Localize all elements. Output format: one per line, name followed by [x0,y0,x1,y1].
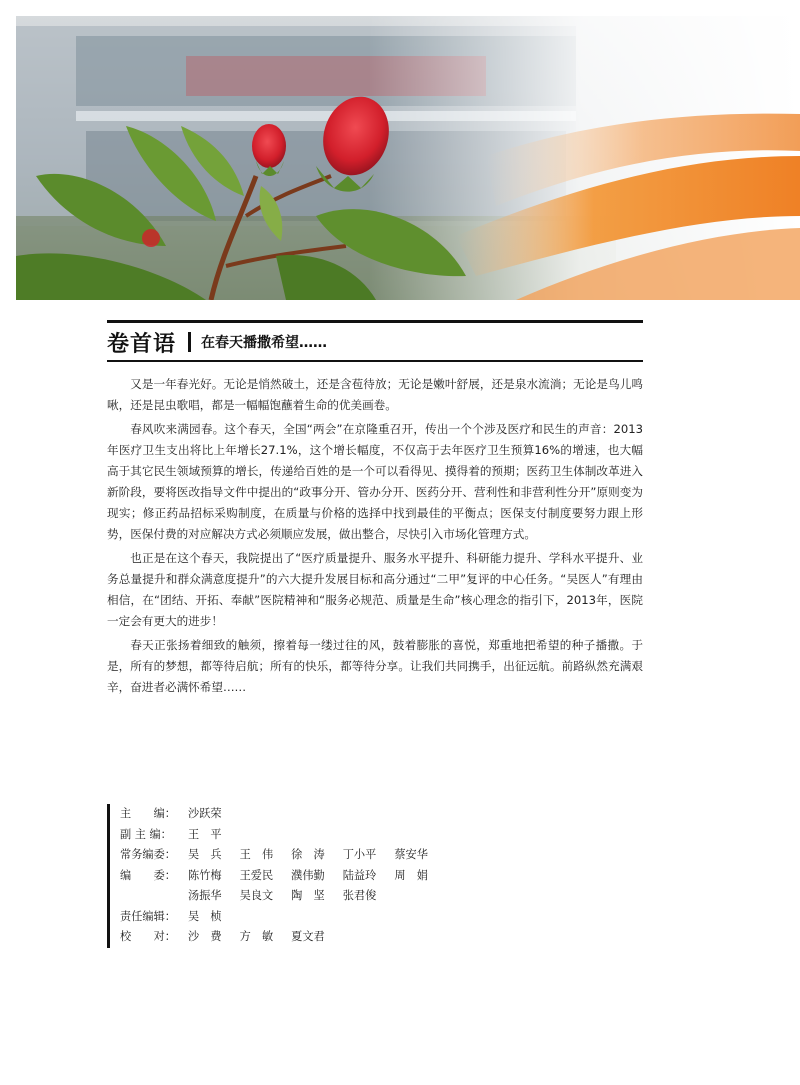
credit-label: 编 委： [120,868,176,882]
credit-label: 校 对： [120,930,176,943]
credit-row [120,866,520,887]
credit-row [120,886,520,907]
credit-name: 周 娟 [394,868,428,882]
hero-illustration [16,16,800,300]
heading-top-rule [107,320,643,323]
credit-name: 汤振华 [188,889,222,902]
credit-label: 副 主 编： [120,827,172,841]
heading-bottom-rule [107,360,643,362]
credit-name: 徐 涛 [291,848,325,861]
heading-title: 卷首语 [107,331,177,357]
credit-name: 吴良文 [239,889,274,902]
credit-row [120,804,520,825]
credit-row [120,907,520,928]
credit-name: 王 平 [188,827,222,841]
credit-name: 吴 桢 [188,909,222,923]
paragraph: 也正是在这个春天，我院提出了“医疗质量提升、服务水平提升、科研能力提升、学科水平提升、业务总量提升和群众满意度提升”的六大提升发展目标和高分通过“二甲”复评的中心任务。“吴医人”有理由相信，在“团结、开拓、奉献”医院精神和“服务必规范、质量是生命”核心理念的指引下，2013年，医院一定会有更大的进步！ [107,551,643,628]
credit-label: 主 编： [120,807,176,820]
hero-photo [16,16,800,300]
heading-divider [188,332,191,352]
credit-name: 蔡安华 [394,848,428,861]
credit-name: 吴 兵 [188,848,222,861]
credit-name: 沙跃荣 [188,807,222,820]
editorial-credits [107,804,520,948]
credit-name: 濮伟勤 [291,868,325,882]
heading-subtitle: 在春天播撒希望…… [201,335,328,351]
paragraph: 春风吹来满园春。这个春天，全国“两会”在京隆重召开，传出一个个涉及医疗和民生的声音：2013年医疗卫生支出将比上年增长27.1%，这个增长幅度，不仅高于去年医疗卫生预算16%的增速，也大幅高于其它民生领域预算的增长，传递给百姓的是一个可以看得见、摸得着的预期；医药卫生体制改革进入新阶段，要将医改指导文件中提出的“政事分开、管办分开、医药分开、营利性和非营利性分开”原则变为现实；修正药品招标采购制度，在质量与价格的选择中找到最佳的平衡点；医保支付制度要努力跟上形势，医保付费的对应解决方式必须顺应发展，做出整合，尽快引入市场化管理方式。 [107,422,643,541]
credit-label: 常务编委： [120,848,176,861]
credit-name: 夏文君 [291,930,325,943]
credit-row [120,825,520,846]
credit-name: 丁小平 [342,848,377,861]
article-body [107,374,643,701]
credit-name: 张君俊 [342,889,377,902]
credit-name: 方 敏 [239,930,274,943]
credit-row [120,845,520,866]
credit-name: 陆益玲 [342,868,377,882]
credit-label: 责任编辑： [120,909,176,923]
credit-name: 陈竹梅 [188,868,222,882]
credit-name: 王 伟 [239,848,274,861]
paragraph: 又是一年春光好。无论是悄然破土，还是含苞待放；无论是嫩叶舒展，还是泉水流淌；无论是鸟儿鸣啾，还是昆虫歌唱，都是一幅幅饱蘸着生命的优美画卷。 [107,377,643,412]
credit-label [120,886,188,907]
credit-name: 王爱民 [239,868,274,882]
paragraph: 春天正张扬着细致的触须，擦着每一缕过往的风，鼓着膨胀的喜悦，郑重地把希望的种子播撒。于是，所有的梦想，都等待启航；所有的快乐，都等待分享。让我们共同携手，出征远航。前路纵然充满艰辛，奋进者必满怀希望…… [107,638,643,694]
credit-name: 陶 坚 [291,889,325,902]
section-heading [107,326,327,358]
credit-row [120,927,520,948]
credit-name: 沙 费 [188,930,222,943]
